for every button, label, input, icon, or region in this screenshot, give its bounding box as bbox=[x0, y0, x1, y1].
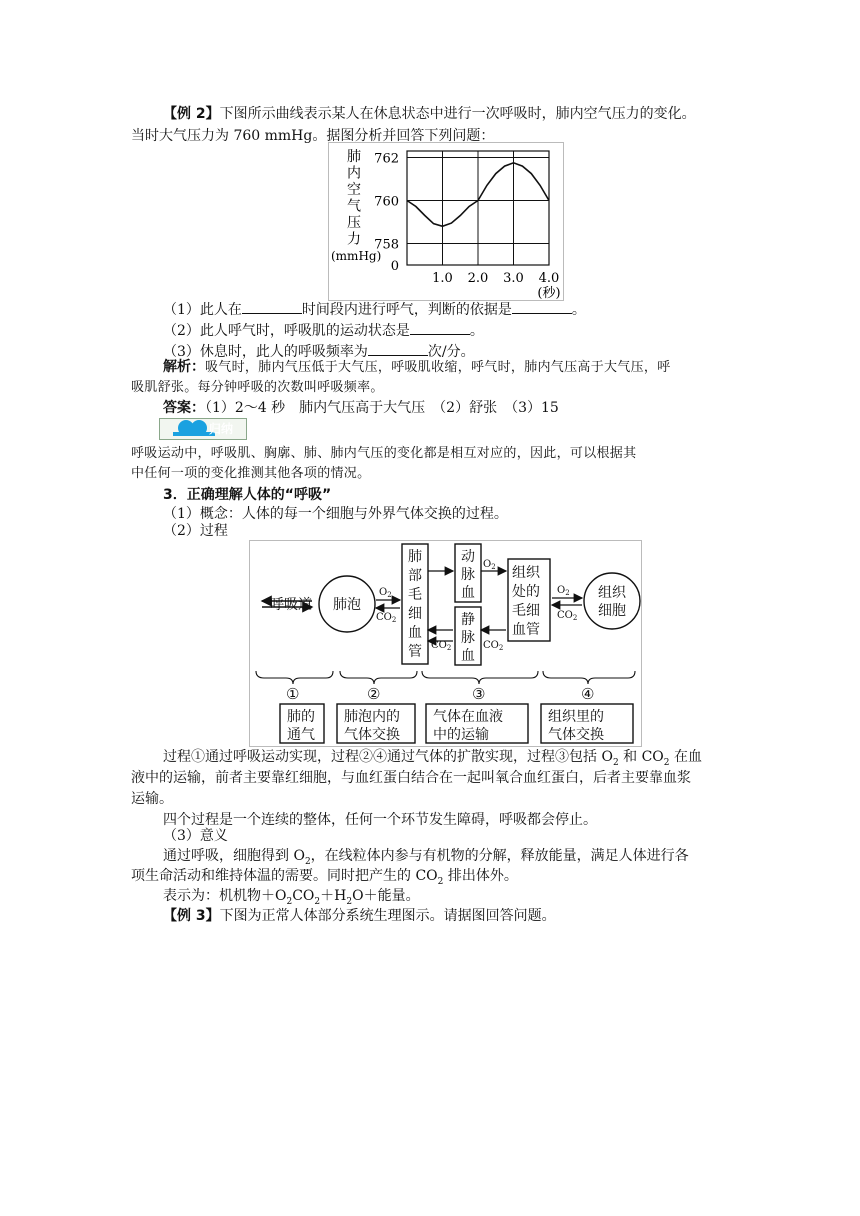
y-axis-label-char: 压 bbox=[347, 215, 361, 231]
o2-label-2: $O_2$ bbox=[483, 559, 496, 571]
co2-label-1: $CO_2$ bbox=[376, 612, 397, 624]
q1-part-c: 。 bbox=[571, 302, 586, 318]
q1-blank-1[interactable] bbox=[242, 299, 302, 314]
y-axis-label-char: 空 bbox=[347, 182, 361, 198]
y-axis-label-char: 肺 bbox=[347, 149, 361, 165]
vein-text-char: 脉 bbox=[461, 630, 475, 646]
x-tick-label: 3.0 bbox=[503, 271, 524, 286]
summary-line1 bbox=[131, 443, 636, 464]
q3-part-a: （3）休息时，此人的呼吸频率为 bbox=[163, 344, 368, 360]
x-tick-label: 4.0 bbox=[538, 271, 560, 286]
stage3-line1: 气体在血液 bbox=[433, 709, 503, 725]
process-para-line3: 运输。 bbox=[131, 791, 173, 807]
p1-l1a: 过程①通过呼吸运动实现，过程②④通过气体的扩散实现，过程③包括 O bbox=[163, 749, 613, 765]
formula-b: CO bbox=[292, 888, 315, 904]
y-tick-label: 758 bbox=[374, 237, 399, 253]
ex2-tag: 【例 2】 bbox=[163, 106, 220, 122]
q2-part-a: （2）此人呼气时，呼吸肌的运动状态是 bbox=[163, 323, 410, 339]
artery-text-char: 动 bbox=[461, 549, 475, 565]
x-tick-label: 2.0 bbox=[467, 271, 489, 286]
summary-text1: 呼吸运动中，呼吸肌、胸廓、肺、肺内气压的变化都是相互对应的，因此，可以根据其 bbox=[131, 446, 637, 461]
formula-d: O＋能量。 bbox=[352, 888, 420, 904]
q2-blank[interactable] bbox=[410, 320, 470, 335]
answer-line bbox=[163, 398, 559, 418]
q1-part-a: （1）此人在 bbox=[163, 302, 242, 318]
formula-sub3: 2 bbox=[346, 896, 353, 907]
vein-text-char: 静 bbox=[461, 612, 475, 628]
stage-number-2: ② bbox=[367, 685, 381, 703]
analysis-line1 bbox=[163, 357, 671, 378]
meaning-heading: （3）意义 bbox=[163, 828, 228, 844]
x-tick-label: 1.0 bbox=[432, 271, 453, 286]
stage-braces bbox=[256, 671, 635, 684]
summary-line2 bbox=[131, 463, 370, 484]
answer-text: （1）2～4 秒 肺内气压高于大气压 （2）舒张 （3）15 bbox=[205, 400, 559, 416]
formula-sub1: 2 bbox=[286, 896, 293, 907]
section3-heading: 3．正确理解人体的“呼吸” bbox=[163, 487, 332, 503]
stage2-line1: 肺泡内的 bbox=[344, 709, 400, 725]
lung-cap-text-char: 血 bbox=[408, 625, 422, 641]
question-2 bbox=[163, 320, 484, 341]
artery-text-char: 血 bbox=[461, 585, 475, 601]
y-axis-unit: (mmHg) bbox=[331, 249, 382, 263]
formula-sub2: 2 bbox=[314, 896, 321, 907]
analysis-text1: 吸气时，肺内气压低于大气压，呼吸肌收缩，呼气时，肺内气压高于大气压，呼 bbox=[205, 360, 671, 375]
ex2-line1 bbox=[163, 104, 696, 124]
continuity-para: 四个过程是一个连续的整体，任何一个环节发生障碍，呼吸都会停止。 bbox=[163, 812, 597, 828]
p1-l1b: 和 CO bbox=[618, 749, 664, 765]
section3-concept: （1）概念：人体的每一个细胞与外界气体交换的过程。 bbox=[163, 506, 508, 522]
summary-text2: 中任何一项的变化推测其他各项的情况。 bbox=[131, 466, 371, 481]
m-sub-co2: 2 bbox=[437, 876, 444, 887]
lung-cap-text-char: 毛 bbox=[408, 587, 422, 603]
y-tick-label: 760 bbox=[374, 194, 399, 210]
tissue-cell-text-char: 细胞 bbox=[598, 603, 626, 619]
formula-a: 表示为：机机物＋O bbox=[163, 888, 287, 904]
alveoli-label: 肺泡 bbox=[333, 597, 361, 613]
pressure-chart-svg bbox=[329, 143, 563, 300]
analysis-line2 bbox=[131, 377, 384, 398]
q1-part-b: 时间段内进行呼气，判断的依据是 bbox=[301, 302, 512, 318]
co2-label-4: $CO_2$ bbox=[557, 610, 578, 622]
formula-c: ＋H bbox=[320, 888, 347, 904]
y-tick-label: 0 bbox=[390, 259, 399, 274]
stage-number-3: ③ bbox=[472, 685, 486, 703]
x-unit-label: (秒) bbox=[537, 286, 561, 300]
q3-part-b: 次/分。 bbox=[427, 344, 475, 360]
meaning-line2 bbox=[131, 866, 518, 886]
section3-process: （2）过程 bbox=[163, 523, 228, 539]
stage4-line2: 气体交换 bbox=[548, 727, 604, 743]
lung-cap-text-char: 部 bbox=[408, 568, 422, 584]
o2-label-3: $O_2$ bbox=[557, 585, 570, 597]
tissue-cell-circle bbox=[584, 573, 640, 629]
m-l1a: 通过呼吸，细胞得到 O bbox=[163, 848, 305, 864]
p1-sub-o2: 2 bbox=[612, 757, 619, 768]
tissue-cap-text-char: 血管 bbox=[512, 622, 540, 638]
o2-label-1: $O_2$ bbox=[379, 587, 392, 599]
meaning-line1 bbox=[163, 846, 689, 866]
p1-l1c: 在血 bbox=[669, 749, 702, 765]
q1-blank-2[interactable] bbox=[512, 299, 572, 314]
respiration-process-diagram bbox=[249, 540, 642, 747]
stage4-line1: 组织里的 bbox=[548, 709, 604, 725]
tissue-cap-text-char: 处的 bbox=[512, 584, 540, 600]
stage-number-4: ④ bbox=[581, 685, 595, 703]
y-axis-label-char: 气 bbox=[347, 198, 361, 215]
process-para-line2: 液中的运输，前者主要靠红细胞，与血红蛋白结合在一起叫氧合血红蛋白，后者主要靠血浆 bbox=[131, 770, 691, 786]
ex3-line bbox=[163, 906, 556, 926]
respiratory-tract-label: 呼吸道 bbox=[270, 597, 312, 613]
y-tick-label: 762 bbox=[374, 151, 399, 167]
m-l1b: ，在线粒体内参与有机物的分解，释放能量，满足人体进行各 bbox=[310, 848, 689, 864]
tissue-cap-text-char: 毛细 bbox=[512, 603, 540, 619]
vein-text-char: 血 bbox=[461, 648, 475, 664]
lung-cap-text-char: 肺 bbox=[408, 549, 422, 565]
formula-line bbox=[163, 886, 420, 906]
badge-label: 归纳 bbox=[209, 422, 234, 436]
lung-cap-text-char: 细 bbox=[408, 606, 422, 622]
summary-badge bbox=[159, 418, 247, 440]
y-axis-label-char: 内 bbox=[347, 165, 361, 182]
arterial-blood-label bbox=[461, 548, 475, 601]
answer-label: 答案： bbox=[163, 400, 205, 416]
stage1-line1: 肺的 bbox=[287, 709, 315, 725]
stage1-line2: 通气 bbox=[287, 727, 315, 743]
p1-sub-co2: 2 bbox=[663, 757, 670, 768]
y-axis-label-char: 力 bbox=[347, 231, 361, 248]
m-l2b: 排出体外。 bbox=[443, 868, 518, 884]
question-1 bbox=[163, 299, 586, 320]
stage3-line2: 中的运输 bbox=[433, 727, 489, 743]
ex3-tag: 【例 3】 bbox=[163, 908, 220, 924]
analysis-label: 解析： bbox=[163, 359, 205, 375]
badge-icon bbox=[159, 418, 247, 440]
analysis-text2: 吸肌舒张。每分钟呼吸的次数叫呼吸频率。 bbox=[131, 380, 384, 395]
pressure-chart bbox=[328, 142, 564, 301]
m-sub-o2: 2 bbox=[304, 856, 311, 867]
stage2-line2: 气体交换 bbox=[344, 727, 400, 743]
tissue-cap-text-char: 组织 bbox=[512, 565, 540, 581]
co2-label-3: $CO_2$ bbox=[483, 640, 504, 652]
artery-text-char: 脉 bbox=[461, 567, 475, 583]
process-para-line1 bbox=[163, 747, 702, 767]
stage-number-1: ① bbox=[286, 685, 300, 703]
m-l2a: 项生命活动和维持体温的需要。同时把产生的 CO bbox=[131, 868, 438, 884]
ex2-text1: 下图所示曲线表示某人在休息状态中进行一次呼吸时，肺内空气压力的变化。 bbox=[219, 106, 696, 122]
tissue-cell-text-char: 组织 bbox=[598, 585, 626, 601]
ex3-text: 下图为正常人体部分系统生理图示。请据图回答问题。 bbox=[219, 908, 556, 924]
q3-blank[interactable] bbox=[368, 341, 428, 356]
co2-label-2: $CO_2$ bbox=[431, 640, 452, 652]
flow-diagram-svg bbox=[250, 541, 641, 746]
q2-part-b: 。 bbox=[469, 323, 484, 339]
lung-cap-text-char: 管 bbox=[408, 644, 422, 660]
ex2-text2: 当时大气压力为 760 mmHg。据图分析并回答下列问题： bbox=[131, 128, 495, 144]
venous-blood-label bbox=[461, 612, 475, 664]
